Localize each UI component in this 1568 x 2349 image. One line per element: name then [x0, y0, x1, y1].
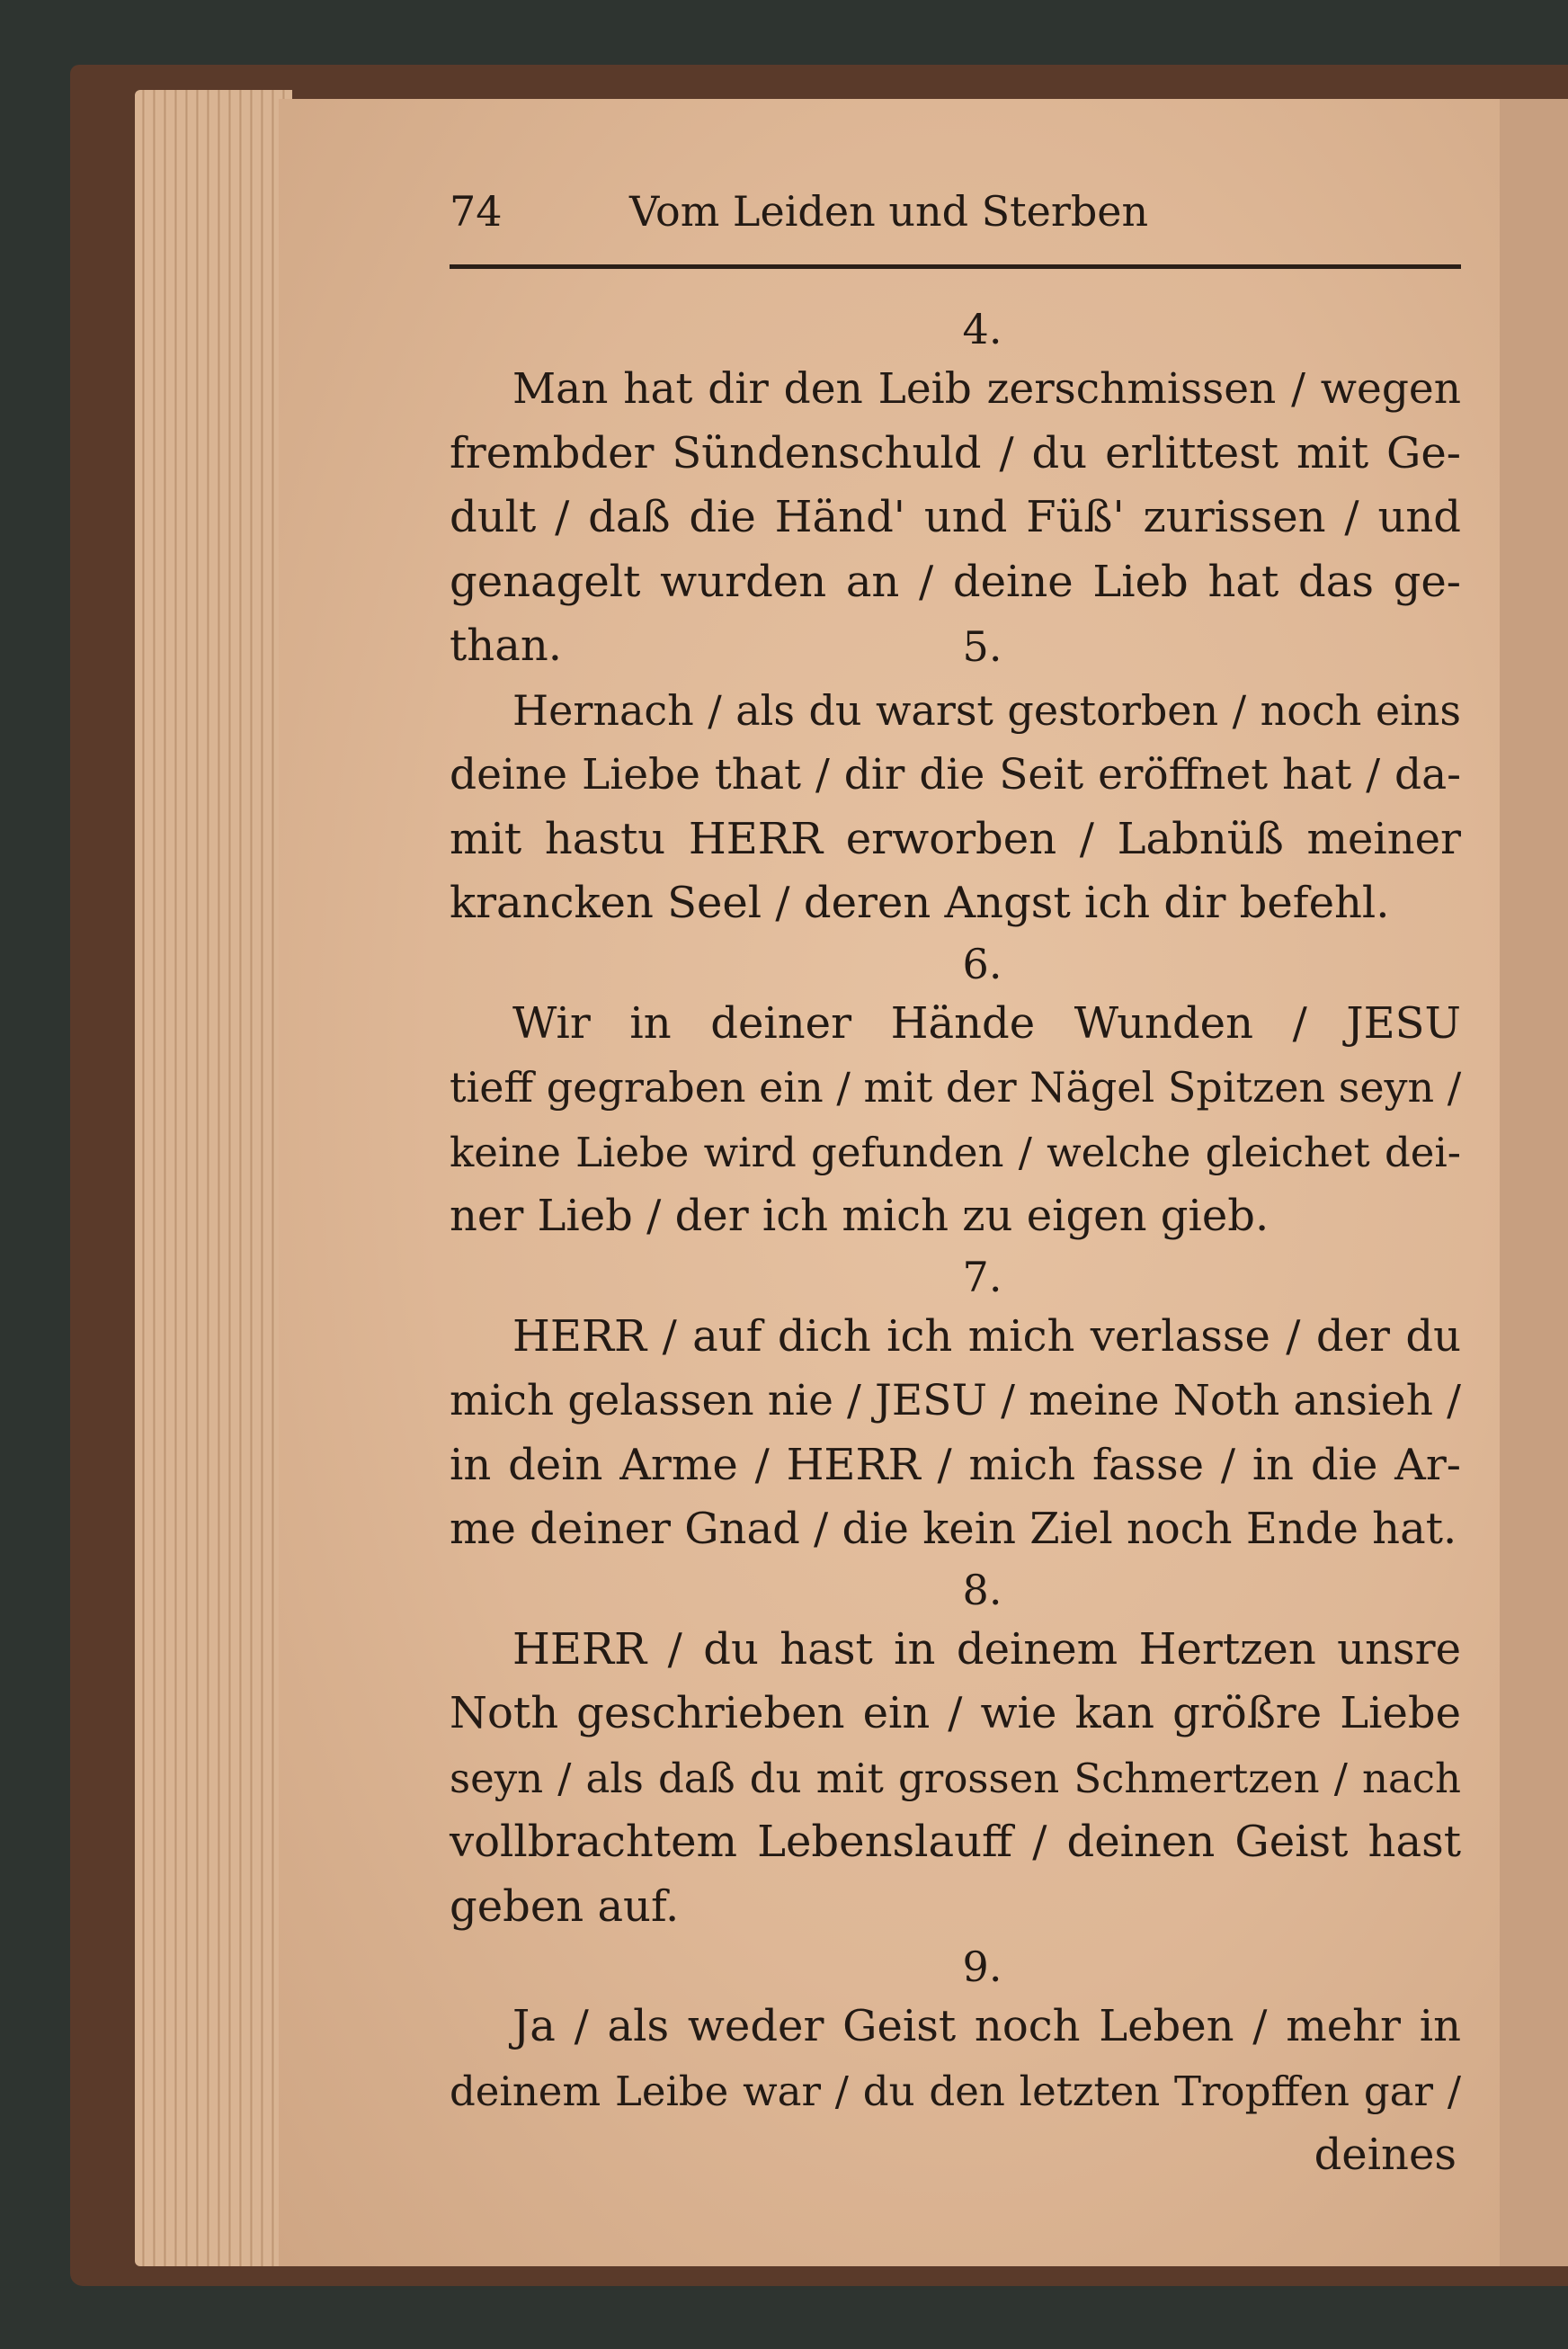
stanza-line: mich gelassen nie / JESU / meine Noth ansieh /	[450, 1376, 1461, 1425]
stanza-line: me deiner Gnad / die kein Ziel noch Ende hat.	[450, 1504, 1457, 1554]
stanza-line: Noth geschrieben ein / wie kan größre Liebe	[450, 1688, 1461, 1738]
stanza-number: 9.	[962, 1943, 1002, 1991]
stanza	[450, 615, 1461, 936]
stanza-line: seyn / als daß du mit grossen Schmertzen / nach	[450, 1754, 1461, 1802]
stanza-line: Ja / als weder Geist noch Leben / mehr in	[512, 2001, 1461, 2051]
stanza-line: HERR / auf dich ich mich verlasse / der du	[512, 1310, 1461, 1362]
stanza	[450, 1249, 1461, 1562]
running-title: Vom Leiden und Sterben	[629, 187, 1149, 236]
stanza-line: dult / daß die Händ' und Füß' zurissen / und	[450, 492, 1461, 542]
stanza	[450, 936, 1461, 1249]
text-block	[450, 171, 1483, 2180]
stanza-line: Man hat dir den Leib zerschmissen / wegen	[512, 364, 1461, 414]
stanza-line: Wir in deiner Hände Wunden / JESU	[512, 997, 1461, 1049]
stanza-line: vollbrachtem Lebenslauff / deinen Geist hast	[450, 1817, 1461, 1867]
header-rule	[450, 264, 1461, 269]
page-edges	[135, 90, 292, 2266]
stanza-line: tieff gegraben ein / mit der Nägel Spitzen seyn /	[450, 1063, 1462, 1112]
stanza-line: deinem Leibe war / du den letzten Tropffen gar /	[450, 2067, 1461, 2115]
stanza-line: than.	[450, 621, 562, 671]
stanza-number: 6.	[962, 939, 1002, 988]
stanza-line: HERR / du hast in deinem Hertzen unsre	[512, 1623, 1461, 1675]
stanza	[450, 1939, 1461, 2123]
stanza-number: 5.	[962, 621, 1002, 671]
stanza-line: geben auf.	[450, 1880, 680, 1932]
stanza-line: keine Liebe wird gefunden / welche gleichet dei-	[450, 1128, 1461, 1176]
stanza-line: mit hastu HERR erworben / Labnüß meiner	[450, 813, 1461, 864]
stanza-line: frembder Sündenschuld / du erlittest mit Ge-	[450, 427, 1461, 478]
stanza-line: genagelt wurden an / deine Lieb hat das ge-	[450, 556, 1461, 607]
stanza-line: krancken Seel / deren Angst ich dir befehl.	[450, 878, 1390, 928]
page-number: 74	[450, 187, 503, 236]
stanza-line: deine Liebe that / dir die Seit eröffnet hat / da-	[450, 750, 1461, 799]
stanza-number: 4.	[962, 305, 1002, 353]
stanza-number: 7.	[962, 1252, 1002, 1301]
page-gutter	[1500, 99, 1568, 2266]
running-head	[450, 171, 1483, 252]
hymn-stanzas	[450, 301, 1461, 2188]
stanza-number: 8.	[962, 1565, 1002, 1614]
catchword: deines	[1314, 2130, 1457, 2180]
stanza	[450, 1562, 1461, 1940]
stanza-line: ner Lieb / der ich mich zu eigen gieb.	[450, 1191, 1270, 1241]
stanza-line: in dein Arme / HERR / mich fasse / in die Ar-	[450, 1439, 1461, 1490]
stanza-line: Hernach / als du warst gestorben / noch eins	[512, 685, 1461, 735]
